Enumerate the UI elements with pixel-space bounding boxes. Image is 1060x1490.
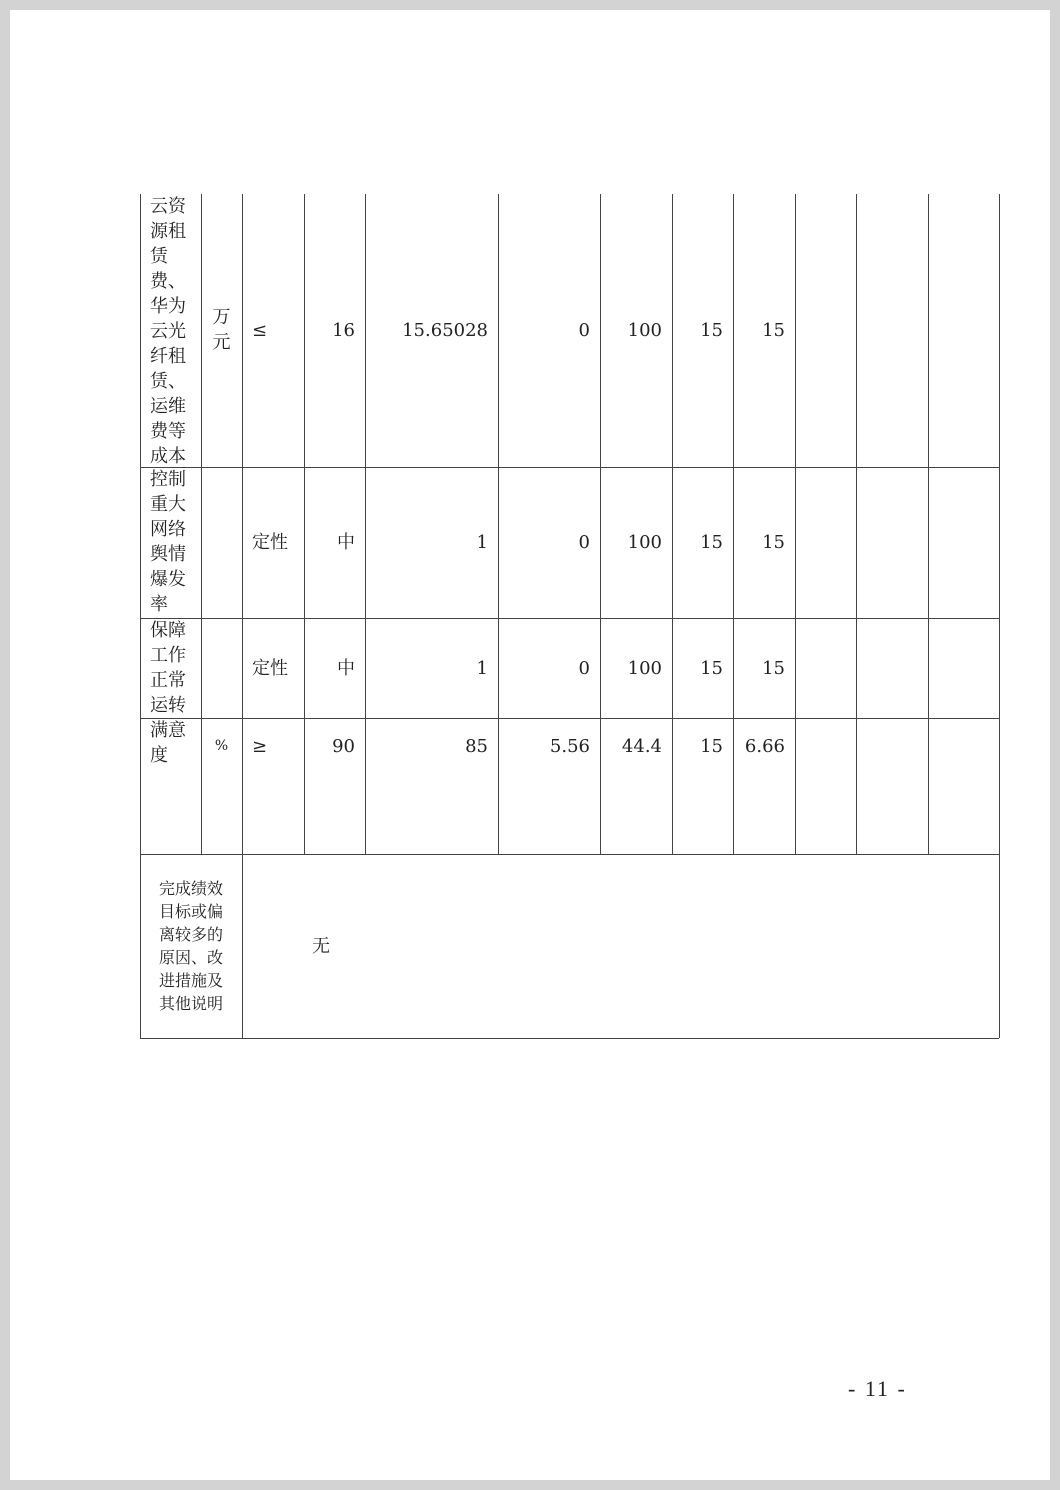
unit-line: % — [214, 738, 229, 754]
table-right-border — [999, 194, 1000, 1038]
note-label-line: 目标或偏 — [158, 902, 223, 921]
indicator-name-line: 成本 — [150, 446, 186, 467]
actual-value: 1 — [476, 532, 488, 553]
target-value: 16 — [332, 320, 355, 341]
comparison-operator: ≤ — [252, 320, 268, 341]
comparison-operator: 定性 — [252, 532, 288, 553]
indicator-name-line: 爆发 — [150, 569, 186, 590]
note-content: 无 — [312, 936, 330, 957]
score-value: 15 — [762, 320, 785, 341]
indicator-name-line: 云光 — [150, 321, 186, 342]
note-label-line: 进措施及 — [158, 971, 223, 990]
column-divider — [928, 194, 929, 854]
row-divider — [140, 718, 999, 719]
indicator-name-line: 赁 — [150, 246, 168, 267]
comparison-operator: ≥ — [252, 736, 268, 757]
indicator-name-line: 运转 — [150, 695, 186, 716]
deviation-value: 0 — [578, 532, 590, 553]
score-value: 15 — [762, 532, 785, 553]
indicator-name — [140, 718, 201, 768]
indicator-name-line: 费、 — [150, 271, 186, 292]
indicator-name-line: 运维 — [150, 396, 186, 417]
unit-line: 万 — [212, 307, 231, 328]
unit — [201, 305, 242, 355]
indicator-name — [140, 194, 201, 469]
score-value: 15 — [762, 658, 785, 679]
actual-value: 1 — [476, 658, 488, 679]
note-label-line: 原因、改 — [158, 948, 223, 967]
indicator-name-line: 保障 — [150, 620, 186, 641]
deviation-value: 0 — [578, 320, 590, 341]
indicator-name-line: 赁、 — [150, 371, 186, 392]
page-number: - 11 - — [848, 1376, 907, 1401]
note-label-line: 离较多的 — [158, 925, 223, 944]
row-divider — [140, 467, 999, 468]
column-divider — [856, 194, 857, 854]
indicator-name-line: 费等 — [150, 421, 186, 442]
row-divider — [140, 854, 999, 855]
row-divider — [140, 618, 999, 619]
indicator-name-line: 工作 — [150, 645, 186, 666]
indicator-name — [140, 467, 201, 617]
unit-line: 元 — [212, 332, 231, 353]
weight-value: 15 — [700, 320, 723, 341]
target-value: 90 — [332, 736, 355, 757]
deviation-value: 5.56 — [549, 736, 590, 757]
note-label — [145, 877, 237, 1015]
indicator-name-line: 率 — [150, 594, 168, 615]
indicator-name-line: 云资 — [150, 196, 186, 217]
indicator-name-line: 华为 — [150, 296, 186, 317]
completion-rate: 100 — [627, 320, 662, 341]
indicator-name-line: 源租 — [150, 221, 186, 242]
target-value: 中 — [337, 532, 355, 553]
indicator-name-line: 控制 — [150, 469, 186, 490]
indicator-name — [140, 618, 201, 718]
score-value: 6.66 — [744, 736, 785, 757]
indicator-name-line: 正常 — [150, 670, 186, 691]
weight-value: 15 — [700, 658, 723, 679]
unit — [201, 734, 242, 759]
actual-value: 15.65028 — [402, 320, 488, 341]
row-divider — [140, 1038, 999, 1039]
weight-value: 15 — [700, 532, 723, 553]
indicator-name-line: 网络 — [150, 519, 186, 540]
deviation-value: 0 — [578, 658, 590, 679]
completion-rate: 44.4 — [621, 736, 662, 757]
actual-value: 85 — [465, 736, 488, 757]
note-label-line: 完成绩效 — [158, 879, 223, 898]
completion-rate: 100 — [627, 532, 662, 553]
column-divider — [242, 194, 243, 1038]
completion-rate: 100 — [627, 658, 662, 679]
target-value: 中 — [337, 658, 355, 679]
indicator-name-line: 满意 — [150, 720, 186, 741]
comparison-operator: 定性 — [252, 658, 288, 679]
indicator-name-line: 度 — [150, 745, 168, 766]
indicator-name-line: 重大 — [150, 494, 186, 515]
indicator-name-line: 纤租 — [150, 346, 186, 367]
weight-value: 15 — [700, 736, 723, 757]
indicator-name-line: 舆情 — [150, 544, 186, 565]
note-label-line: 其他说明 — [158, 994, 223, 1013]
column-divider — [795, 194, 796, 854]
